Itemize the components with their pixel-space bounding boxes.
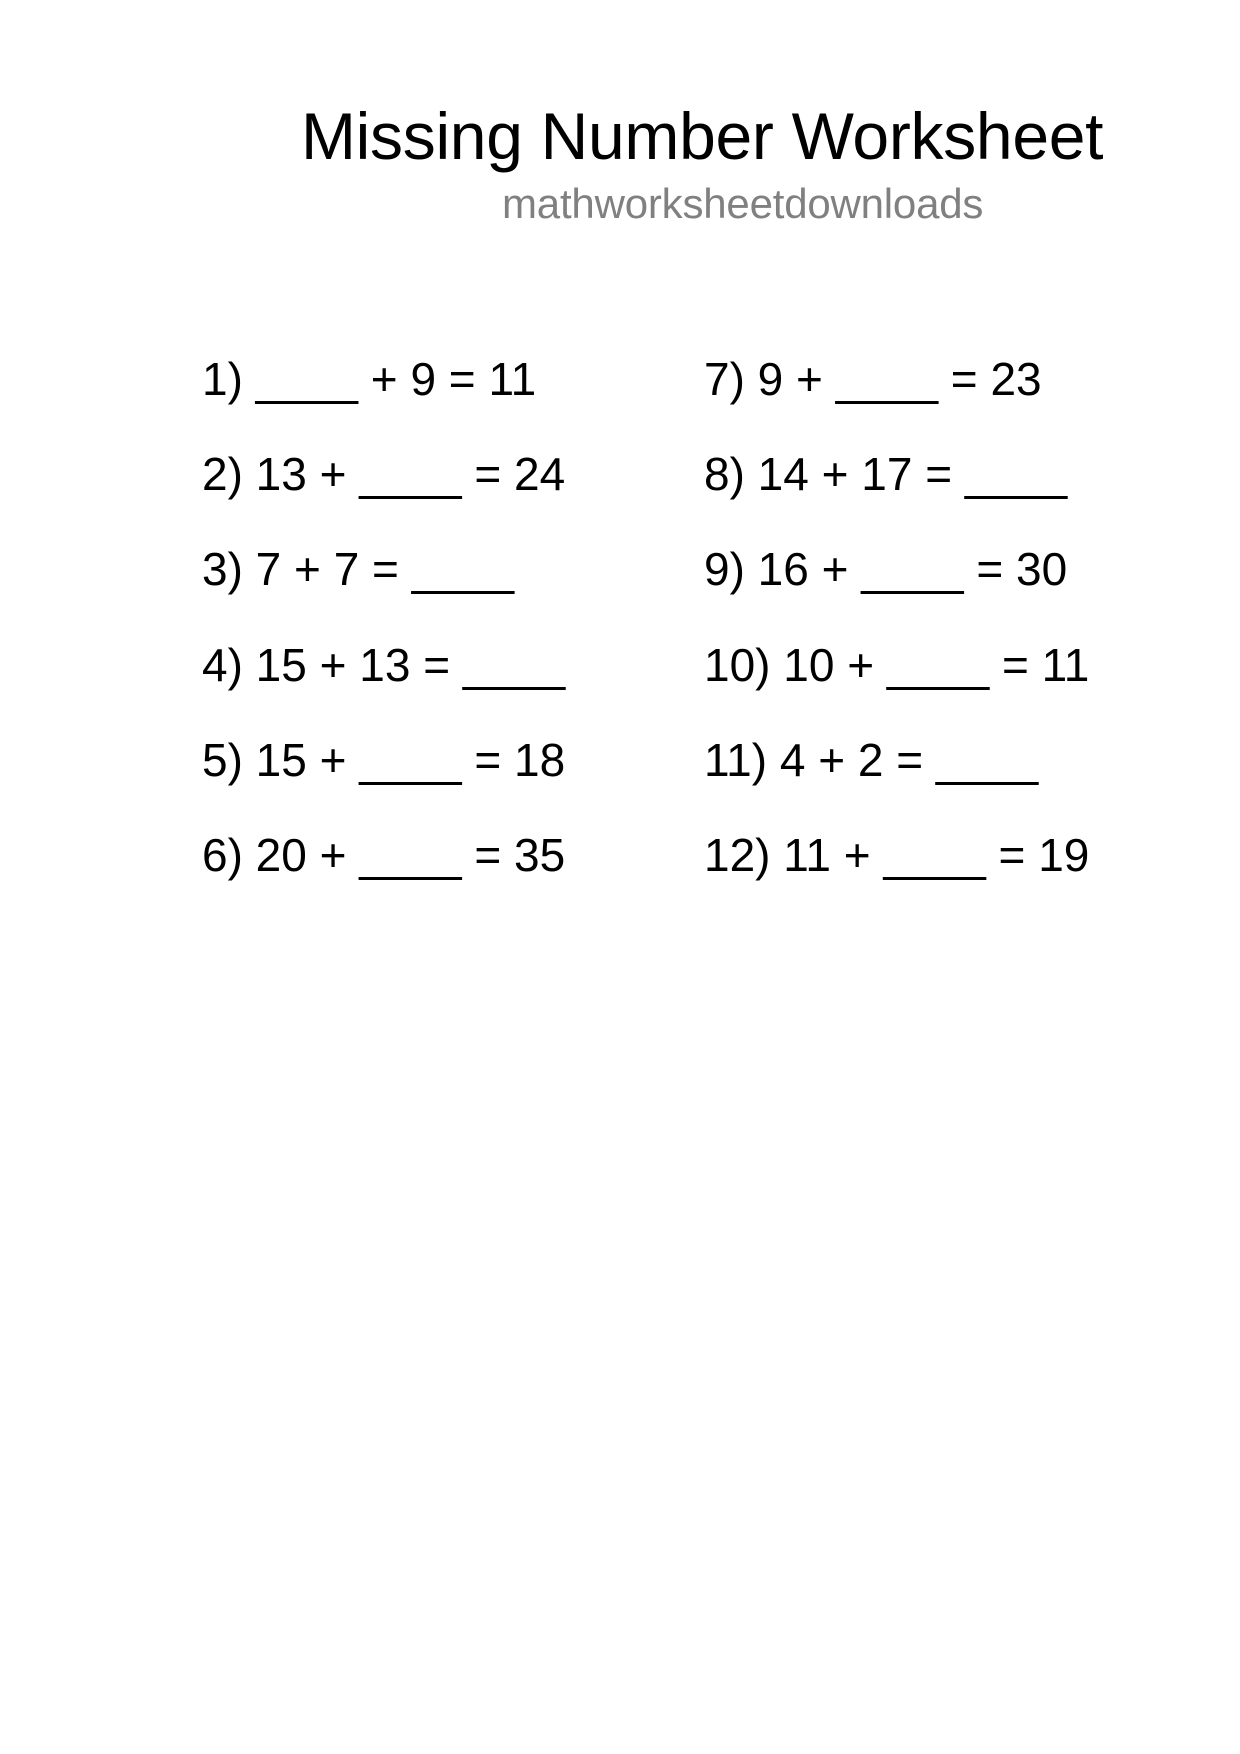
problems-left-column [202, 350, 565, 921]
problem-4: 4) 15 + 13 = ____ [202, 638, 566, 691]
problem-2: 2) 13 + ____ = 24 [202, 448, 566, 501]
worksheet-title: Missing Number Worksheet [301, 99, 1104, 173]
problems-right-column [704, 350, 1089, 921]
problem-8: 8) 14 + 17 = ____ [704, 448, 1068, 501]
worksheet-source: mathworksheetdownloads [502, 180, 984, 227]
problem-10: 10) 10 + ____ = 11 [704, 638, 1090, 691]
problem-7: 7) 9 + ____ = 23 [704, 353, 1042, 405]
problem-11: 11) 4 + 2 = ____ [704, 733, 1039, 786]
problem-5: 5) 15 + ____ = 18 [202, 733, 566, 786]
problem-1: 1) ____ + 9 = 11 [202, 353, 537, 405]
problem-6: 6) 20 + ____ = 35 [202, 828, 566, 881]
problem-3: 3) 7 + 7 = ____ [202, 543, 515, 596]
problem-12: 12) 11 + ____ = 19 [704, 828, 1090, 881]
problem-9: 9) 16 + ____ = 30 [704, 543, 1068, 596]
